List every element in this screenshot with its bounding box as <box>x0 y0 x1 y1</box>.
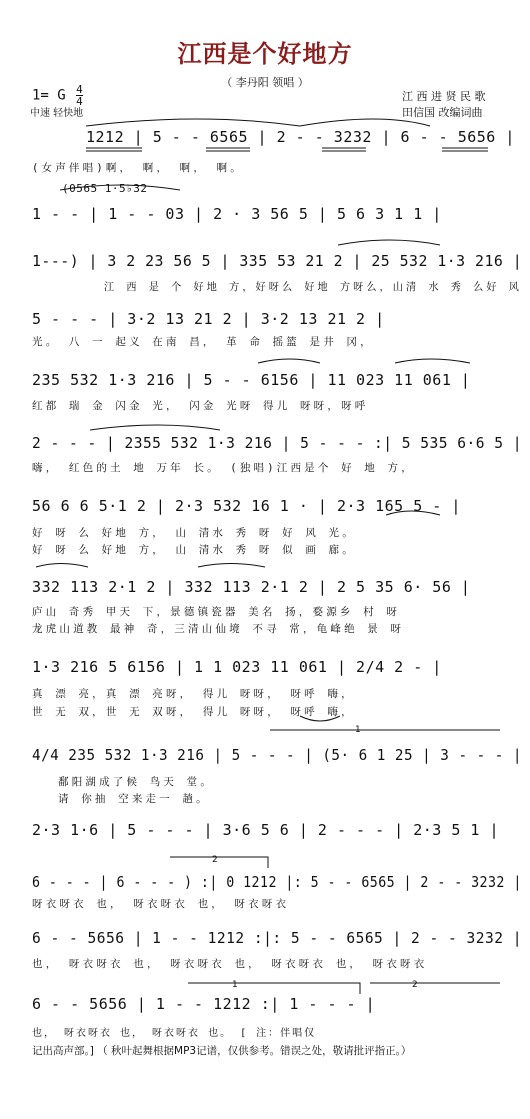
music-line-12: 6 - - - | 6 - - - ) :| 0 1212 |: 5 - - 6565 | 2 - - 3232 | <box>32 873 522 891</box>
tie-arc <box>36 564 88 568</box>
tie-arc <box>86 119 300 126</box>
lyric-line-3: 江 西 是 个 好地 方，好呀么 好地 方呀么，山清 水 秀 么好 风 <box>104 281 522 293</box>
tie-arc <box>258 359 320 363</box>
volta-2-label-a: 2 <box>212 855 218 865</box>
lyric-line-1: (女声伴唱)啊， 啊， 啊， 啊。 <box>32 162 245 174</box>
music-line-2: 1 - - | 1 - - 03 | 2 · 3 56 5 | 5 6 3 1 1 | <box>32 205 442 223</box>
lyric-line-9a: 真 漂 亮，真 漂 亮呀， 得儿 呀呀， 呀呼 嗨， <box>32 688 355 700</box>
song-subtitle: （ 李丹阳 领唱 ） <box>221 76 309 89</box>
music-line-7: 56 6 6 5·1 2 | 2·3 532 16 1 · | 2·3 165 5 - | <box>32 497 461 515</box>
lyric-line-13: 也， 呀衣呀衣 也， 呀衣呀衣 也， 呀衣呀衣 也， 呀衣呀衣 <box>32 958 428 970</box>
tie-arc <box>198 564 265 568</box>
music-line-4: 5 - - - | 3·2 13 21 2 | 3·2 13 21 2 | <box>32 310 385 328</box>
credit-line-1: 江 西 进 贤 民 歌 <box>402 90 486 103</box>
time-sig-bottom: 4 <box>76 95 83 108</box>
time-sig-top: 4 <box>76 83 83 96</box>
tie-arc <box>386 511 440 515</box>
music-line-8: 332 113 2·1 2 | 332 113 2·1 2 | 2 5 35 6· 56 | <box>32 578 471 596</box>
music-line-3: 1---) | 3 2 23 56 5 | 335 53 21 2 | 25 532 1·3 216 | <box>32 252 523 270</box>
lyric-line-8a: 庐山 奇秀 甲天 下，景德镇瓷器 美名 扬，婺源乡 村 呀 <box>32 606 401 618</box>
volta-1-label: 1 <box>355 725 361 735</box>
music-line-1: 1212 | 5 - - 6565 | 2 - - 3232 | 6 - - 5656 | <box>86 128 515 146</box>
lyric-line-9b: 世 无 双，世 无 双呀， 得儿 呀呀， 呀呼 嗨， <box>32 706 355 718</box>
lyric-line-12: 呀衣呀衣 也， 呀衣呀衣 也， 呀衣呀衣 <box>32 898 290 910</box>
tie-arc <box>90 425 220 430</box>
tie-arc <box>395 359 470 363</box>
lyric-line-10a: 鄱阳湖成了候 鸟天 堂。 <box>58 776 215 788</box>
volta-bracket <box>170 857 268 868</box>
music-line-9: 1·3 216 5 6156 | 1 1 023 11 061 | 2/4 2 - | <box>32 658 442 676</box>
volta-bracket <box>188 983 360 994</box>
tie-arc <box>300 119 430 126</box>
lyric-line-4: 光。 八 一 起义 在南 昌， 革 命 摇篮 是井 冈， <box>32 336 374 348</box>
key-label: 1= G <box>32 87 66 104</box>
lyric-line-7b: 好 呀 么 好地 方， 山 清水 秀 呀 似 画 廊。 <box>32 544 356 556</box>
footnote: 记出高声部。] （ 秋叶起舞根据MP3记谱，仅供参考。错误之处，敬请批评指正。） <box>32 1045 412 1057</box>
lyric-line-6: 嗨， 红色的土 地 万年 长。 (独唱)江西是个 好 地 方， <box>32 462 415 474</box>
music-line-11: 2·3 1·6 | 5 - - - | 3·6 5 6 | 2 - - - | 2·3 5 1 | <box>32 821 500 839</box>
intro-music: (0565 1·5♭32 <box>62 182 148 195</box>
tempo-marking: 中速 轻快地 <box>30 108 84 119</box>
lyric-line-7a: 好 呀 么 好地 方， 山 清水 秀 呀 好 风 光。 <box>32 527 356 539</box>
music-line-6: 2 - - - | 2355 532 1·3 216 | 5 - - - :| 5 535 6·6 5 | <box>32 434 522 452</box>
lyric-line-5: 红都 瑞 金 闪金 光， 闪金 光呀 得儿 呀呀，呀呼 <box>32 400 369 412</box>
lyric-line-10b: 请 你抽 空来走一 趟。 <box>58 793 210 805</box>
music-line-10: 4/4 235 532 1·3 216 | 5 - - - | (5· 6 1 25 | 3 - - - | <box>32 746 522 764</box>
music-line-5: 235 532 1·3 216 | 5 - - 6156 | 11 023 11 061 | <box>32 371 471 389</box>
tie-arc <box>60 185 180 190</box>
music-line-14: 6 - - 5656 | 1 - - 1212 :| 1 - - - | <box>32 995 376 1013</box>
volta-1-label-b: 1 <box>232 980 238 990</box>
tie-arc <box>338 240 440 245</box>
volta-2-label-b: 2 <box>412 980 418 990</box>
music-line-13: 6 - - 5656 | 1 - - 1212 :|: 5 - - 6565 | 2 - - 3232 | <box>32 929 522 947</box>
lyric-line-14: 也， 呀衣呀衣 也， 呀衣呀衣 也。 [ 注：伴唱仅 <box>32 1028 317 1039</box>
lyric-line-8b: 龙虎山道教 最神 奇，三清山仙境 不寻 常，龟峰绝 景 呀 <box>32 623 405 635</box>
credit-line-2: 田信国 改编词曲 <box>402 106 483 119</box>
song-title: 江西是个好地方 <box>177 40 353 68</box>
tie-arc <box>300 716 340 721</box>
